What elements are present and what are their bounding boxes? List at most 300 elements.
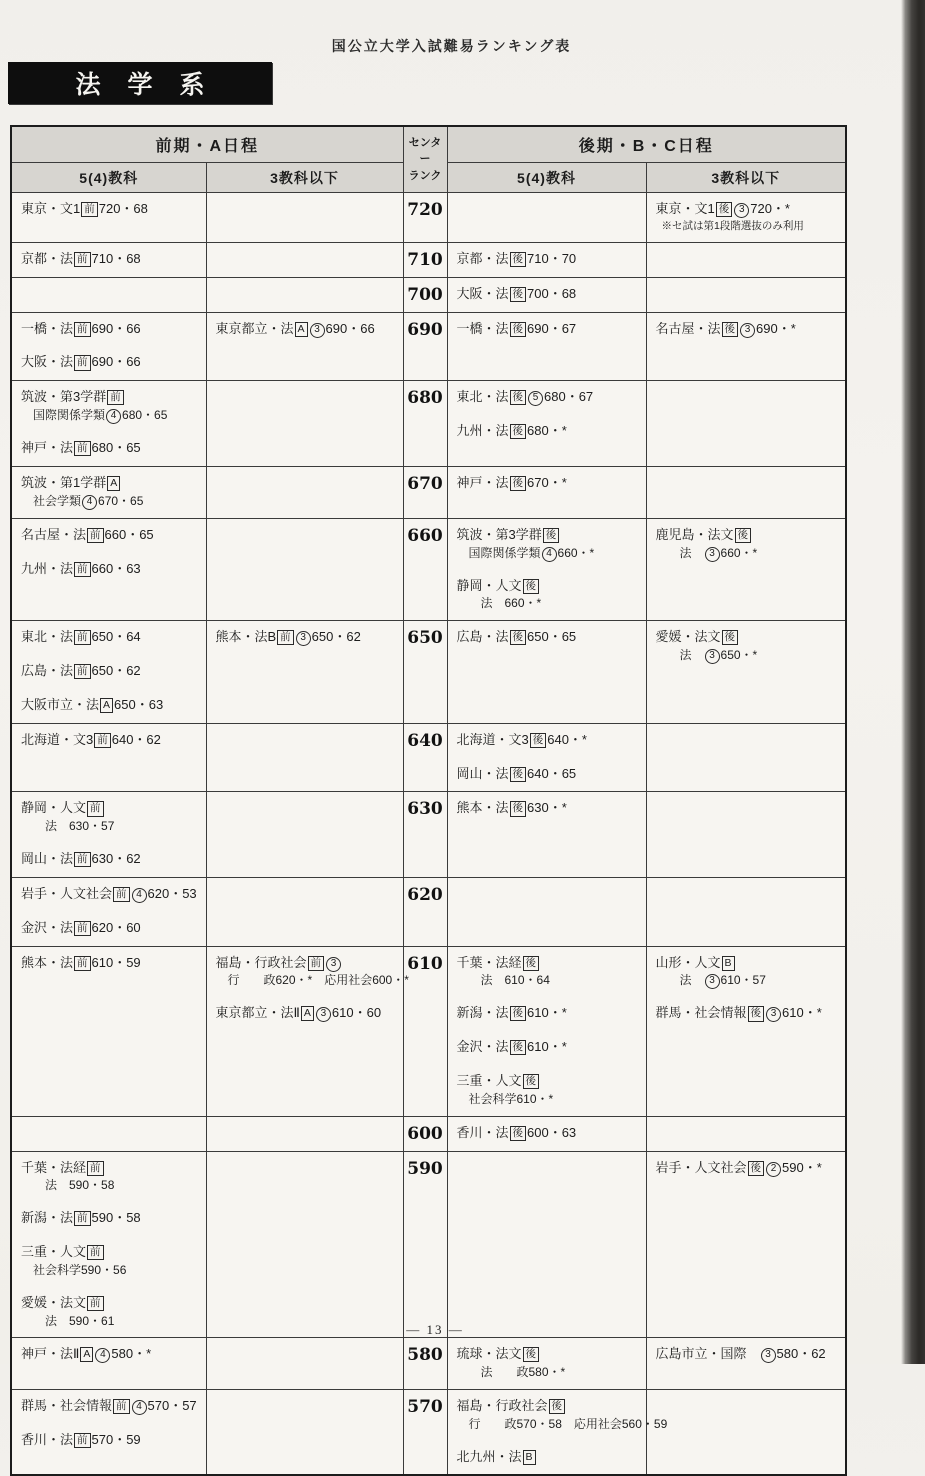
cell-kouki-5 [447,277,646,312]
header-center-rank-line2: ランク [408,169,442,182]
university-entry [457,765,638,784]
circled-subject-count: 4 [95,1348,110,1363]
table-row [11,621,846,724]
cell-zenki-3 [206,1151,403,1338]
entry-line: 法 630・57 [21,819,115,834]
cell-kouki-5 [447,193,646,243]
boxed-schedule-mark: 前 [277,630,294,645]
entry-line: 熊本・法 後 630・* [456,800,567,816]
entry-line: 法 政580・* [456,1365,566,1380]
entry-line: 筑波・第3学群 後 [457,526,638,545]
cell-kouki-3 [646,877,846,946]
university-entry [21,353,198,372]
header-kouki-schedule: 後期・B・C日程 [447,126,846,163]
cell-kouki-3 [646,792,846,877]
university-entry [656,1159,838,1178]
circled-subject-count: 3 [705,547,720,562]
entry-line: 金沢・法 後 610・* [456,1039,567,1055]
cell-zenki-5 [11,312,206,381]
rank-cell: 610 [403,946,447,1116]
university-entry [457,388,638,407]
university-entry [21,1397,198,1416]
circled-subject-count: 3 [326,957,341,972]
entry-line: 名古屋・法 後 3 690・* [655,320,796,336]
cell-zenki-3 [206,312,403,381]
boxed-schedule-mark: A [295,322,308,337]
cell-zenki-3 [206,723,403,792]
rank-cell: 690 [403,312,447,381]
cell-zenki-5 [11,277,206,312]
entry-line: 三重・人文 前 [21,1243,198,1262]
rank-cell: 580 [403,1338,447,1390]
university-entry [21,388,198,424]
university-entry [21,320,198,339]
boxed-schedule-mark: A [107,476,120,491]
boxed-schedule-mark: B [523,1450,536,1465]
entry-line: 静岡・人文 前 [21,799,198,818]
entry-line: 法 3 660・* [655,545,758,560]
entry-line: 東北・法 前 650・64 [21,629,141,645]
cell-zenki-3 [206,877,403,946]
ranking-table [10,125,847,1476]
entry-line: ※セ試は第1段階選抜のみ利用 [661,219,804,232]
entry-line: 三重・人文 後 [457,1072,638,1091]
university-entry [457,285,638,304]
table-row [11,723,846,792]
university-entry [21,850,198,869]
rank-cell: 700 [403,277,447,312]
entry-line: 九州・法 前 660・63 [21,560,141,576]
circled-subject-count: 3 [705,974,720,989]
header-zenki-3subjects: 3教科以下 [206,163,403,193]
entry-line: 静岡・人文 後 [457,577,638,596]
university-entry [216,628,395,647]
entry-line: 東京・文1 前 720・68 [21,201,148,216]
cell-kouki-5 [447,312,646,381]
university-entry [216,320,395,339]
university-entry [457,799,638,818]
cell-zenki-5 [11,381,206,467]
cell-kouki-5 [447,466,646,518]
cell-kouki-5 [447,1116,646,1151]
university-entry [656,320,838,339]
boxed-schedule-mark: A [301,1006,314,1021]
cell-kouki-3 [646,466,846,518]
table-row [11,946,846,1116]
circled-subject-count: 4 [82,495,97,510]
university-entry [457,474,638,493]
boxed-schedule-mark: 後 [510,767,527,782]
cell-zenki-5 [11,877,206,946]
boxed-schedule-mark: 後 [735,528,752,543]
university-entry [656,526,838,562]
cell-kouki-3 [646,621,846,724]
cell-kouki-5 [447,1151,646,1338]
entry-line: 京都・法 前 710・68 [21,250,141,266]
cell-zenki-3 [206,277,403,312]
cell-kouki-3 [646,312,846,381]
entry-line: 香川・法 後 600・63 [456,1124,577,1140]
rank-cell: 600 [403,1116,447,1151]
header-center-rank-line1: センター [408,136,442,166]
header-zenki-schedule: 前期・A日程 [11,126,403,163]
entry-line: 琉球・法文 後 [457,1345,638,1364]
university-entry [457,1004,638,1023]
cell-kouki-3 [646,381,846,467]
entry-line: 筑波・第1学群 A [21,474,198,493]
boxed-schedule-mark: 後 [510,252,527,267]
entry-line: 愛媛・法文 前 [21,1294,198,1313]
cell-kouki-5 [447,792,646,877]
boxed-schedule-mark: 前 [74,1211,91,1226]
boxed-schedule-mark: 前 [74,322,91,337]
university-entry [656,954,838,990]
boxed-schedule-mark: 前 [94,733,111,748]
boxed-schedule-mark: 後 [510,476,527,491]
entry-line: 京都・法 後 710・70 [456,250,577,266]
boxed-schedule-mark: 前 [87,1245,104,1260]
boxed-schedule-mark: 前 [107,390,124,405]
university-entry [21,474,198,510]
university-entry [656,1345,838,1364]
university-entry [457,250,638,269]
boxed-schedule-mark: 前 [308,956,325,971]
boxed-schedule-mark: 後 [523,579,540,594]
boxed-schedule-mark: 後 [510,424,527,439]
cell-zenki-5 [11,242,206,277]
table-row [11,381,846,467]
university-entry [21,200,198,219]
boxed-schedule-mark: 前 [74,664,91,679]
boxed-schedule-mark: A [100,698,113,713]
university-entry [21,439,198,458]
header-zenki-5subjects: 5(4)教科 [11,163,206,193]
rank-cell: 620 [403,877,447,946]
university-entry [21,919,198,938]
university-entry [21,696,198,715]
entry-line: 国際関係学類 4 680・65 [21,408,168,423]
cell-kouki-5 [447,381,646,467]
university-entry [21,560,198,579]
cell-kouki-5 [447,723,646,792]
university-entry [21,1431,198,1450]
circled-subject-count: 4 [542,547,557,562]
boxed-schedule-mark: 後 [510,390,527,405]
circled-subject-count: 4 [132,1400,147,1415]
entry-line: 新潟・法 前 590・58 [21,1210,141,1226]
cell-zenki-5 [11,518,206,620]
boxed-schedule-mark: 前 [81,202,98,217]
circled-subject-count: 3 [316,1007,331,1022]
cell-zenki-3 [206,466,403,518]
cell-zenki-5 [11,1116,206,1151]
ranking-table-body [11,193,846,1476]
cell-kouki-5 [447,242,646,277]
table-row [11,312,846,381]
cell-zenki-5 [11,723,206,792]
table-row [11,242,846,277]
table-row [11,518,846,620]
entry-line: 法 610・64 [456,973,550,988]
page-title: 国公立大学入試難易ランキング表 [331,38,572,54]
circled-subject-count: 2 [766,1162,781,1177]
university-entry [21,1345,198,1364]
boxed-schedule-mark: 前 [113,1399,130,1414]
rank-cell: 640 [403,723,447,792]
entry-line: 広島市立・国際 3 580・62 [655,1346,826,1362]
book-binding-shadow [901,0,925,1364]
entry-line: 神戸・法Ⅱ A 4 580・* [21,1346,152,1362]
boxed-schedule-mark: 前 [74,252,91,267]
boxed-schedule-mark: 後 [748,1161,765,1176]
boxed-schedule-mark: 後 [543,528,560,543]
circled-subject-count: 5 [528,391,543,406]
section-banner: 法 学 系 [8,62,272,104]
university-entry [456,1397,668,1433]
circled-subject-count: 3 [761,1348,776,1363]
cell-zenki-5 [11,621,206,724]
entry-line: 法 590・61 [21,1313,115,1328]
circled-subject-count: 3 [310,323,325,338]
header-kouki-3subjects: 3教科以下 [646,163,846,193]
cell-zenki-3 [206,381,403,467]
entry-line: 東北・法 後 5 680・67 [456,389,594,405]
cell-kouki-3 [646,193,846,243]
header-center-rank [403,126,447,193]
entry-line: 北海道・文3 後 640・* [456,731,587,747]
university-entry [656,1004,838,1023]
header-kouki-5subjects: 5(4)教科 [447,163,646,193]
entry-line: 岡山・法 前 630・62 [21,851,141,867]
entry-line: 北九州・法 B [457,1448,638,1467]
table-row [11,466,846,518]
page-number: — 13 — [406,1322,464,1337]
boxed-schedule-mark: 後 [716,202,733,217]
boxed-schedule-mark: 前 [74,355,91,370]
boxed-schedule-mark: 後 [510,287,527,302]
entry-line: 行 政570・58 応用社会560・59 [456,1416,668,1431]
boxed-schedule-mark: 前 [87,1296,104,1311]
entry-line: 愛媛・法文 後 [656,628,838,647]
university-entry [457,1124,638,1143]
entry-line: 国際関係学類 4 660・* [456,545,595,560]
entry-line: 一橋・法 前 690・66 [21,320,141,336]
circled-subject-count: 4 [106,409,121,424]
entry-line: 福島・行政社会 前 3 [216,954,395,973]
university-entry [457,577,638,613]
boxed-schedule-mark: 前 [74,441,91,456]
rank-cell: 720 [403,193,447,243]
boxed-schedule-mark: 前 [87,1161,104,1176]
university-entry [21,885,198,904]
cell-kouki-5 [447,1390,668,1476]
entry-line: 神戸・法 後 670・* [456,474,567,490]
cell-kouki-3 [646,723,846,792]
entry-line: 千葉・法経 後 [457,954,638,973]
entry-line: 広島・法 前 650・62 [21,663,141,679]
entry-line: 熊本・法B 前 3 650・62 [215,629,361,645]
boxed-schedule-mark: 後 [510,801,527,816]
entry-line: 群馬・社会情報 後 3 610・* [655,1005,822,1021]
cell-zenki-3 [206,1116,403,1151]
university-entry [216,1004,395,1023]
table-row [11,1116,846,1151]
university-entry [21,662,198,681]
entry-line: 名古屋・法 前 660・65 [21,526,154,542]
rank-cell: 710 [403,242,447,277]
entry-line: 新潟・法 後 610・* [456,1005,567,1021]
boxed-schedule-mark: 後 [722,630,739,645]
boxed-schedule-mark: 後 [523,956,540,971]
university-entry [457,1448,638,1467]
university-entry [457,320,638,339]
entry-line: 千葉・法経 前 [21,1159,198,1178]
boxed-schedule-mark: 後 [549,1399,566,1414]
boxed-schedule-mark: 前 [74,956,91,971]
cell-zenki-3 [206,946,409,1116]
university-entry [21,526,198,545]
entry-line: 法 660・* [456,596,542,611]
table-row [11,193,846,243]
entry-line: 東京・文1 後 3 720・* [655,201,790,216]
university-entry [656,628,838,664]
entry-line: 大阪市立・法 A 650・63 [21,696,164,712]
university-entry [21,628,198,647]
university-entry [215,954,409,990]
university-entry [457,422,638,441]
university-entry [21,799,198,835]
rank-cell: 590 [403,1151,447,1338]
university-entry [21,954,198,973]
boxed-schedule-mark: 前 [113,887,130,902]
entry-line: 金沢・法 前 620・60 [21,919,141,935]
entry-line: 岩手・人文社会 前 4 620・53 [21,885,197,901]
cell-kouki-3 [646,518,846,620]
rank-cell: 670 [403,466,447,518]
entry-line: 九州・法 後 680・* [456,423,567,439]
cell-zenki-5 [11,792,206,877]
entry-line: 群馬・社会情報 前 4 570・57 [21,1398,197,1413]
entry-line: 一橋・法 後 690・67 [456,320,577,336]
boxed-schedule-mark: 後 [523,1347,540,1362]
entry-line: 法 3 650・* [655,648,758,663]
university-entry [457,1038,638,1057]
university-entry [21,250,198,269]
circled-subject-count: 4 [132,888,147,903]
university-entry [457,526,638,562]
rank-cell: 570 [403,1390,447,1476]
cell-kouki-5 [447,518,646,620]
table-row [11,792,846,877]
boxed-schedule-mark: 前 [74,852,91,867]
cell-kouki-3 [646,1390,846,1476]
cell-kouki-3 [646,946,846,1116]
rank-cell: 650 [403,621,447,724]
table-row [11,877,846,946]
table-row [11,1151,846,1338]
entry-line: 東京都立・法Ⅱ A 3 610・60 [215,1005,382,1021]
university-entry [21,1209,198,1228]
circled-subject-count: 3 [734,203,749,218]
entry-line: 社会科学610・* [456,1091,554,1106]
cell-zenki-5 [11,1151,206,1338]
university-entry [21,731,198,750]
boxed-schedule-mark: 後 [510,1040,527,1055]
cell-kouki-5 [447,621,646,724]
entry-line: 広島・法 後 650・65 [456,629,577,645]
boxed-schedule-mark: B [722,956,735,971]
boxed-schedule-mark: 前 [74,630,91,645]
boxed-schedule-mark: 前 [74,562,91,577]
entry-line: 大阪・法 前 690・66 [21,354,141,370]
entry-line: 法 3 610・57 [655,973,766,988]
university-entry [21,1159,198,1195]
boxed-schedule-mark: 後 [523,1074,540,1089]
boxed-schedule-mark: A [80,1347,93,1362]
boxed-schedule-mark: 前 [87,801,104,816]
entry-line: 東京都立・法 A 3 690・66 [215,320,375,336]
university-entry [457,954,638,990]
cell-zenki-3 [206,1390,403,1476]
cell-zenki-5 [11,466,206,518]
ranking-table-header [11,126,846,193]
entry-line: 岩手・人文社会 後 2 590・* [655,1159,822,1175]
boxed-schedule-mark: 後 [510,1006,527,1021]
circled-subject-count: 3 [296,631,311,646]
boxed-schedule-mark: 後 [530,733,547,748]
boxed-schedule-mark: 後 [510,322,527,337]
boxed-schedule-mark: 前 [87,528,104,543]
table-row [11,277,846,312]
entry-line: 香川・法 前 570・59 [21,1431,141,1447]
entry-line: 社会学類 4 670・65 [21,493,144,508]
entry-line: 法 590・58 [21,1178,115,1193]
entry-line: 神戸・法 前 680・65 [21,440,141,456]
cell-kouki-3 [646,242,846,277]
circled-subject-count: 3 [766,1007,781,1022]
boxed-schedule-mark: 前 [74,1433,91,1448]
cell-kouki-3 [646,277,846,312]
entry-line: 行 政620・* 応用社会600・* [215,973,409,988]
boxed-schedule-mark: 後 [510,1126,527,1141]
cell-zenki-3 [206,792,403,877]
cell-zenki-3 [206,242,403,277]
university-entry [457,1345,638,1381]
cell-zenki-3 [206,621,403,724]
university-entry [457,1072,638,1108]
cell-zenki-5 [11,946,206,1116]
entry-line: 福島・行政社会 後 [457,1397,638,1416]
entry-line: 社会科学590・56 [21,1262,127,1277]
entry-line: 山形・人文 B [656,954,838,973]
cell-kouki-5 [447,946,646,1116]
boxed-schedule-mark: 後 [510,630,527,645]
boxed-schedule-mark: 後 [748,1006,765,1021]
cell-zenki-3 [206,518,403,620]
cell-kouki-3 [646,1151,846,1338]
entry-line: 筑波・第3学群 前 [21,388,198,407]
entry-line: 岡山・法 後 640・65 [456,765,577,781]
entry-line: 鹿児島・法文 後 [656,526,838,545]
cell-kouki-3 [646,1116,846,1151]
rank-cell: 660 [403,518,447,620]
entry-line: 北海道・文3 前 640・62 [21,731,161,747]
entry-line: 熊本・法 前 610・59 [21,954,141,970]
circled-subject-count: 3 [740,323,755,338]
cell-zenki-5 [11,1390,206,1476]
entry-line: 大阪・法 後 700・68 [456,285,577,301]
table-row [11,1390,846,1476]
